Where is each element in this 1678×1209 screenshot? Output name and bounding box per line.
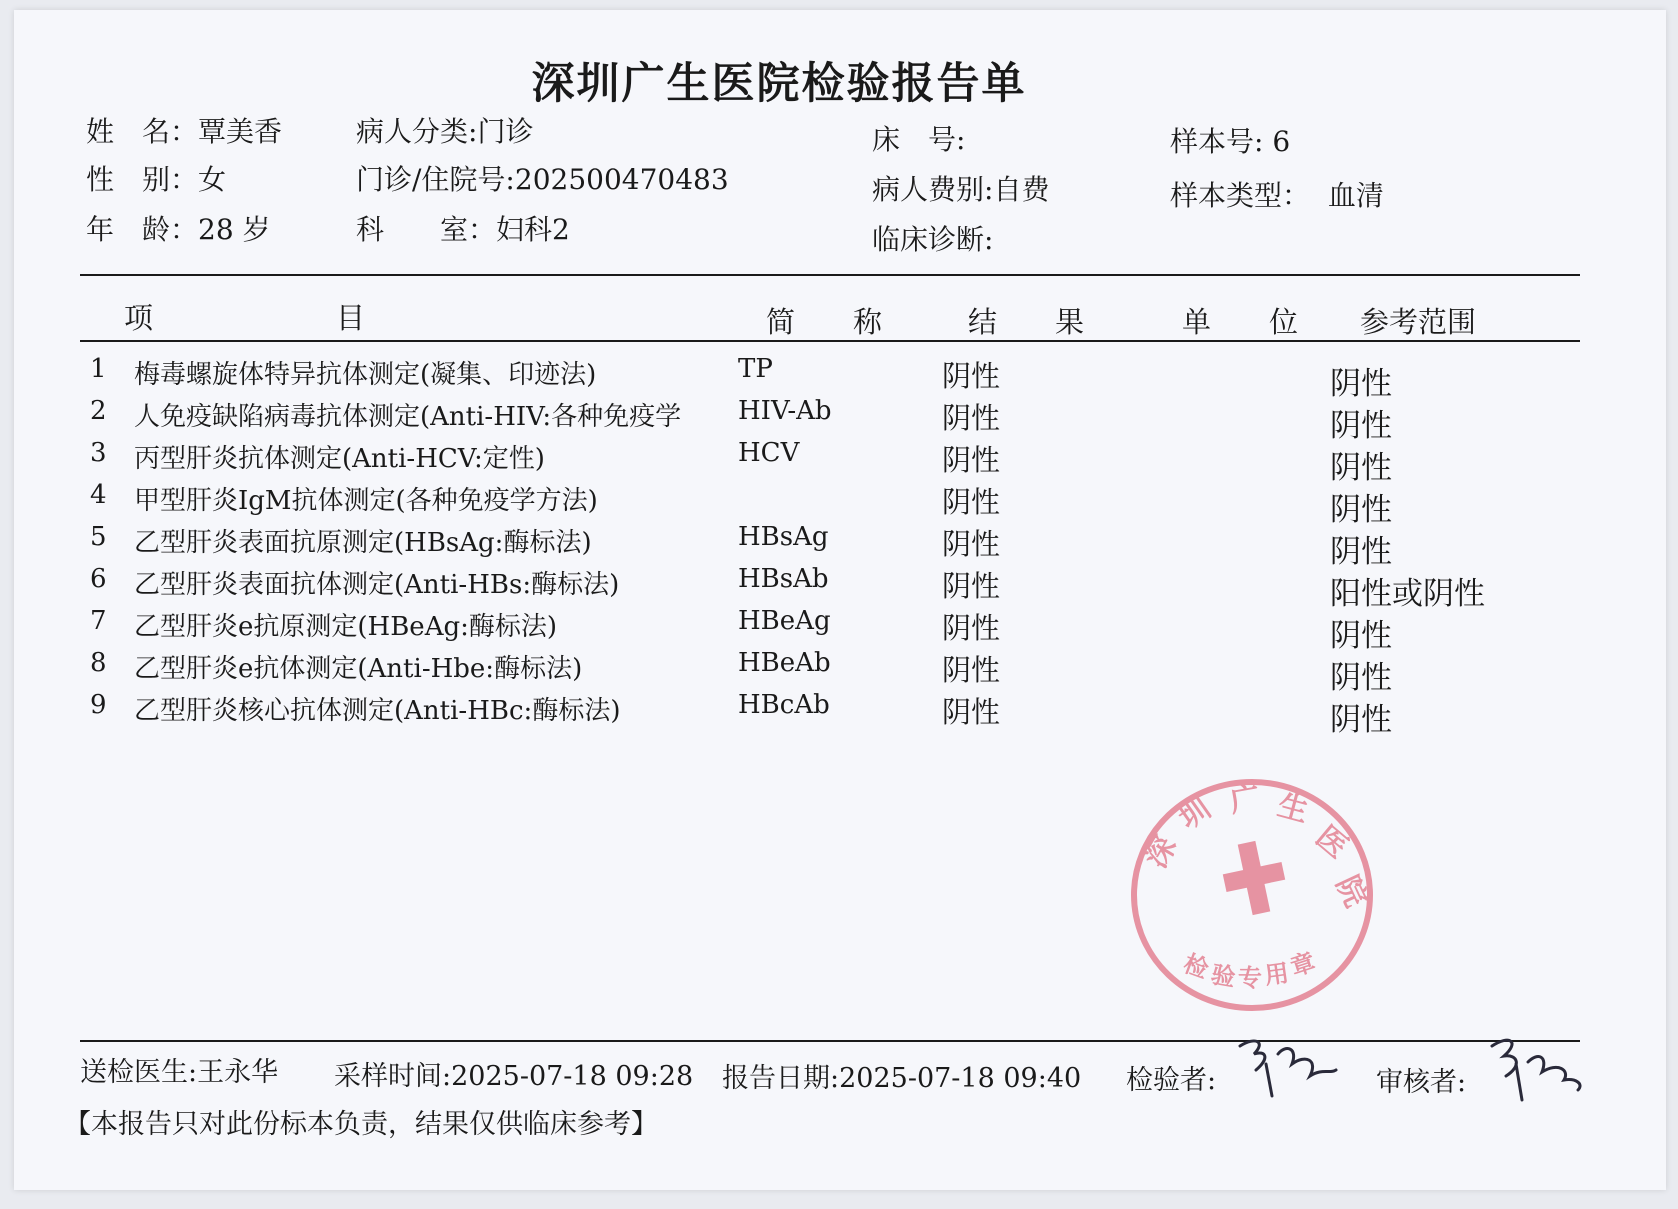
table-row [14,396,1666,444]
seal-char: 广 [1227,780,1263,820]
sampling-time-value: 2025-07-18 09:28 [451,1061,694,1092]
report-date-label: 报告日期: [722,1063,840,1094]
row-abbr: HBeAg [738,606,831,636]
table-row [14,690,1666,738]
row-item-name: 丙型肝炎抗体测定(Anti-HCV:定性) [134,444,545,474]
table-row [14,522,1666,570]
table-row [14,354,1666,402]
reviewer-signature [1482,1026,1592,1106]
patient-id [356,158,729,198]
row-abbr: HBsAg [738,522,829,552]
row-result: 阴性 [942,401,1001,435]
row-number: 9 [90,690,107,720]
row-item-name: 乙型肝炎表面抗原测定(HBsAg:酶标法) [134,528,592,558]
tester [1126,1058,1216,1097]
seal-char: 章 [1286,946,1319,982]
sending-doctor-value: 王永华 [197,1057,279,1088]
row-item-name: 梅毒螺旋体特异抗体测定(凝集、印迹法) [134,360,597,390]
sample-type-value: 血清 [1327,179,1384,212]
sample-number-value: 6 [1272,125,1291,158]
row-reference: 阴性 [1330,492,1392,528]
sending-doctor-label: 送检医生: [80,1057,198,1088]
table-row [14,564,1666,612]
patient-bed-label: 床 号: [872,123,966,156]
patient-name-label: 姓 名： [86,115,199,148]
row-result: 阴性 [942,695,1001,729]
header-ref: 参考范围 [1360,305,1477,339]
row-abbr: TP [738,354,773,384]
row-reference: 阴性 [1330,366,1392,402]
patient-gender-label: 性 别： [86,163,199,196]
row-item-name: 人免疫缺陷病毒抗体测定(Anti-HIV:各种免疫学 [134,402,682,432]
clinical-diagnosis [872,218,993,258]
patient-category-value: 门诊 [477,115,534,148]
patient-fee-value: 自费 [993,173,1050,206]
row-result: 阴性 [942,527,1001,561]
sample-number-label: 样本号: [1170,125,1264,158]
row-abbr: HBeAb [738,648,831,678]
row-reference: 阴性 [1330,534,1392,570]
row-result: 阴性 [942,485,1001,519]
seal-char: 验 [1208,959,1238,993]
row-item-name: 乙型肝炎核心抗体测定(Anti-HBc:酶标法) [134,696,621,726]
patient-fee-label: 病人费别: [872,173,994,206]
patient-category-label: 病人分类: [356,115,478,148]
report-date [722,1056,1081,1095]
row-abbr: HIV-Ab [738,396,832,426]
sampling-time-label: 采样时间: [334,1061,452,1092]
row-number: 6 [90,564,107,594]
reviewer [1376,1060,1466,1099]
header-abbr: 简 称 [766,305,883,339]
row-abbr: HCV [738,438,800,468]
table-row [14,606,1666,654]
sampling-time [334,1054,693,1093]
row-abbr: HBsAb [738,564,829,594]
seal-char: 检 [1179,948,1213,984]
header-result: 结 果 [968,305,1085,339]
report-date-value: 2025-07-18 09:40 [839,1063,1082,1094]
table-row [14,480,1666,528]
row-number: 3 [90,438,107,468]
patient-dept [356,208,570,248]
patient-id-label: 门诊/住院号: [356,163,515,196]
patient-gender-value: 女 [198,163,227,196]
report-title: 深圳广生医院检验报告单 [531,59,1027,109]
row-reference: 阴性 [1330,702,1392,738]
sample-number [1170,120,1290,160]
row-reference: 阴性 [1330,660,1392,696]
report-sheet [14,10,1666,1190]
patient-name [86,110,282,150]
footer-rule [80,1040,1580,1042]
row-reference: 阳性或阴性 [1330,576,1485,612]
sample-type-label: 样本类型： [1170,179,1311,212]
patient-name-value: 覃美香 [198,115,283,148]
row-item-name: 乙型肝炎e抗原测定(HBeAg:酶标法) [134,612,558,642]
header-item-2: 目 [336,301,366,335]
row-item-name: 乙型肝炎表面抗体测定(Anti-HBs:酶标法) [134,570,620,600]
patient-age-value: 28 岁 [198,213,271,246]
patient-dept-label: 科 室： [356,213,497,246]
hospital-seal [1124,770,1384,1020]
patient-bed [872,118,965,158]
row-item-name: 乙型肝炎e抗体测定(Anti-Hbe:酶标法) [134,654,583,684]
patient-gender [86,158,226,198]
reviewer-label: 审核者: [1376,1067,1467,1098]
clinical-diagnosis-label: 临床诊断: [872,223,994,256]
patient-age [86,208,271,248]
seal-char: 医 [1308,819,1355,866]
table-top-rule [80,274,1580,276]
patient-category [356,110,533,150]
seal-char: 用 [1262,957,1291,990]
row-number: 8 [90,648,107,678]
header-unit: 单 位 [1182,305,1299,339]
seal-char: 专 [1238,963,1262,992]
row-result: 阴性 [942,359,1001,393]
row-result: 阴性 [942,611,1001,645]
sending-doctor [80,1050,278,1089]
seal-char: 深 [1138,830,1184,874]
tester-signature [1226,1024,1346,1104]
table-row [14,648,1666,696]
table-row [14,438,1666,486]
row-reference: 阴性 [1330,408,1392,444]
row-reference: 阴性 [1330,618,1392,654]
row-reference: 阴性 [1330,450,1392,486]
seal-char: 生 [1273,787,1312,830]
row-number: 5 [90,522,107,552]
header-item-1: 项 [124,301,154,335]
patient-fee [872,168,1049,208]
patient-dept-value: 妇科2 [496,213,570,246]
sample-type [1170,174,1384,214]
row-result: 阴性 [942,443,1001,477]
row-result: 阴性 [942,653,1001,687]
row-result: 阴性 [942,569,1001,603]
row-abbr: HBcAb [738,690,830,720]
row-number: 1 [90,354,107,384]
row-item-name: 甲型肝炎IgM抗体测定(各种免疫学方法) [134,486,598,516]
disclaimer: 【本报告只对此份标本负责，结果仅供临床参考】 [64,1109,658,1140]
seal-char: 院 [1328,870,1374,913]
row-number: 4 [90,480,107,510]
tester-label: 检验者: [1126,1065,1217,1096]
row-number: 7 [90,606,107,636]
row-number: 2 [90,396,107,426]
patient-id-value: 202500470483 [514,163,729,196]
seal-char: 圳 [1172,790,1218,837]
patient-age-label: 年 龄： [86,213,199,246]
